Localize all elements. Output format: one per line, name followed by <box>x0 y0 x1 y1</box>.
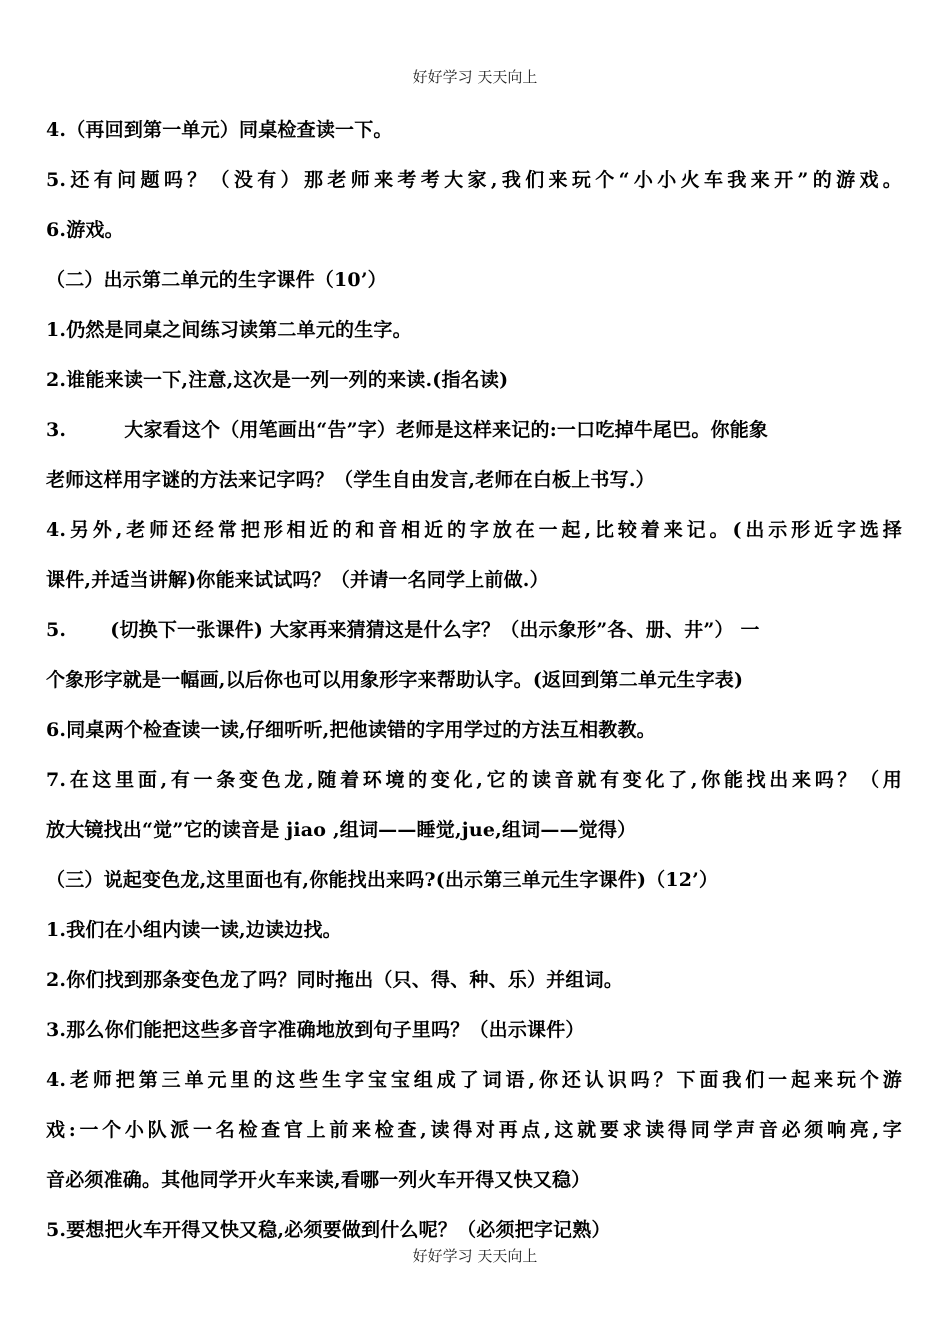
running-footer: 好好学习 天天向上 <box>412 1247 538 1265</box>
paragraph-line: 3.那么你们能把这些多音字准确地放到句子里吗？（出示课件） <box>46 1019 585 1041</box>
paragraph-line: 2.谁能来读一下,注意,这次是一列一列的来读.(指名读) <box>46 369 509 391</box>
item-text: 大家看这个（用笔画出“告”字）老师是这样来记的:一口吃掉牛尾巴。你能象 <box>124 419 769 441</box>
paragraph-line: 4.（再回到第一单元）同桌检查读一下。 <box>46 119 393 141</box>
paragraph-line: 放大镜找出“觉”它的读音是 jiao ,组词——睡觉,jue,组词——觉得） <box>46 819 637 841</box>
paragraph-line: 个象形字就是一幅画,以后你也可以用象形字来帮助认字。(返回到第二单元生字表) <box>46 669 744 691</box>
running-header: 好好学习 天天向上 <box>412 68 538 86</box>
paragraph-line <box>46 405 902 455</box>
item-text: (切换下一张课件) 大家再来猜猜这是什么字？（出示象形”各、册、井”） 一 <box>110 619 760 641</box>
paragraph-line: 戏:一个小队派一名检查官上前来检查,读得对再点,这就要求读得同学声音必须响亮,字 <box>46 1119 902 1141</box>
paragraph-line: 7.在这里面,有一条变色龙,随着环境的变化,它的读音就有变化了,你能找出来吗？（用 <box>46 769 902 791</box>
paragraph-line: 4.另外,老师还经常把形相近的和音相近的字放在一起,比较着来记。(出示形近字选择 <box>46 519 902 541</box>
section-heading: （二）出示第二单元的生字课件（10’） <box>46 269 387 291</box>
paragraph-line: 老师这样用字谜的方法来记字吗？（学生自由发言,老师在白板上书写.） <box>46 469 655 491</box>
paragraph-line: 音必须准确。其他同学开火车来读,看哪一列火车开得又快又稳） <box>46 1169 591 1191</box>
paragraph-line: 6.游戏。 <box>46 219 124 241</box>
paragraph-line: 2.你们找到那条变色龙了吗？同时拖出（只、得、种、乐）并组词。 <box>46 969 624 991</box>
paragraph-line: 5.要想把火车开得又快又稳,必须要做到什么呢？（必须把字记熟） <box>46 1219 611 1241</box>
paragraph-line: 1.我们在小组内读一读,边读边找。 <box>46 919 342 941</box>
paragraph-line: 4.老师把第三单元里的这些生字宝宝组成了词语,你还认识吗？下面我们一起来玩个游 <box>46 1069 902 1091</box>
item-number: 5. <box>46 619 67 641</box>
paragraph-line <box>46 605 902 655</box>
section-heading: （三）说起变色龙,这里面也有,你能找出来吗?(出示第三单元生字课件)（12’） <box>46 869 719 891</box>
item-number: 3. <box>46 419 67 441</box>
paragraph-line: 6.同桌两个检查读一读,仔细听听,把他读错的字用学过的方法互相教教。 <box>46 719 656 741</box>
paragraph-line: 1.仍然是同桌之间练习读第二单元的生字。 <box>46 319 412 341</box>
paragraph-line: 5.还有问题吗？（没有）那老师来考考大家,我们来玩个“小小火车我来开”的游戏。 <box>46 169 902 191</box>
paragraph-line: 课件,并适当讲解)你能来试试吗？（并请一名同学上前做.） <box>46 569 549 591</box>
body-text <box>46 105 902 1255</box>
